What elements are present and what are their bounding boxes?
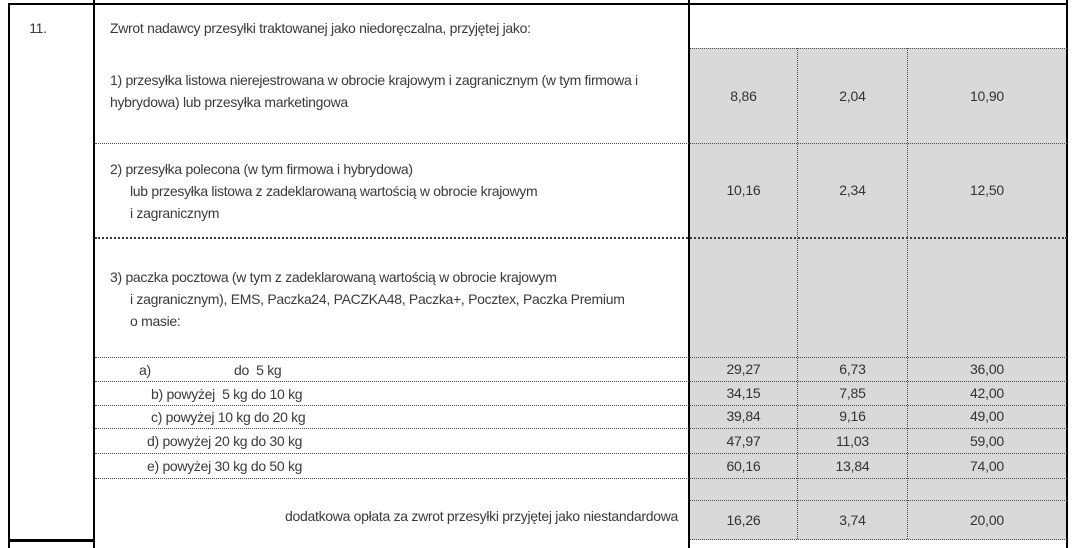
number-column-border [93, 3, 95, 548]
price-cell: 10,90 [969, 88, 1005, 104]
item-1-description [110, 69, 688, 113]
item-3-line: o masie: [130, 313, 181, 329]
weight-row-b-label: b) powyżej 5 kg do 10 kg [151, 386, 303, 402]
price-cell: 42,00 [969, 385, 1005, 401]
price-cell: 20,00 [969, 512, 1005, 528]
intro-text: Zwrot nadawcy przesyłki traktowanej jako niedoręczalna, przyjętej jako: [110, 20, 531, 36]
price-cell: 10,16 [726, 182, 761, 198]
grid-line [690, 500, 1067, 501]
price-cell: 36,00 [969, 361, 1005, 377]
price-cell: 34,15 [726, 385, 761, 401]
item-2-line: lub przesyłka listowa z zadeklarowaną wartością w obrocie krajowym [130, 183, 538, 199]
item-3-line: i zagranicznym), EMS, Paczka24, PACZKA48, Paczka+, Pocztex, Paczka Premium [130, 291, 625, 307]
item-1-line: 1) przesyłka listowa nierejestrowana w obrocie krajowym i zagranicznym (w tym firmowa i [110, 72, 638, 88]
grid-line [95, 237, 1067, 239]
grid-line [690, 539, 1067, 540]
price-cell: 6,73 [839, 361, 866, 377]
item-2-line: 2) przesyłka polecona (w tym firmowa i hybrydowa) [110, 161, 413, 177]
price-cell: 3,74 [839, 512, 866, 528]
price-cell: 2,04 [839, 88, 866, 104]
grid-line [95, 453, 1067, 454]
price-cell: 60,16 [726, 458, 761, 474]
item-3-description [110, 266, 688, 332]
price-cell: 16,26 [726, 512, 761, 528]
number-cell-bottom-border [8, 539, 95, 542]
price-cell: 47,97 [726, 433, 761, 449]
row-number: 11. [29, 20, 47, 36]
price-cell: 9,16 [839, 408, 866, 424]
price-cell: 29,27 [726, 361, 761, 377]
grid-line [690, 48, 1067, 49]
price-cell: 7,85 [839, 385, 866, 401]
grid-line [95, 478, 1067, 479]
grid-line [95, 143, 1067, 144]
weight-row-a-prefix: a) [139, 362, 151, 378]
weight-row-e-label: e) powyżej 30 kg do 50 kg [147, 458, 303, 474]
price-cell: 74,00 [969, 458, 1005, 474]
item-2-description [110, 158, 688, 224]
table-top-border [8, 3, 1068, 5]
table-left-border [8, 3, 10, 548]
grid-line [95, 428, 1067, 429]
price-cell: 8,86 [730, 88, 757, 104]
table-right-border [1066, 3, 1068, 548]
weight-row-c-label: c) powyżej 10 kg do 20 kg [151, 409, 306, 425]
price-cell: 39,84 [726, 408, 761, 424]
item-1-line: hybrydowa) lub przesyłka marketingowa [110, 94, 348, 110]
price-cell: 11,03 [836, 433, 869, 449]
surcharge-label: dodatkowa opłata za zwrot przesyłki przyjętej jako niestandardowa [285, 508, 678, 524]
weight-row-a-range: do 5 kg [234, 362, 282, 378]
price-cell: 49,00 [969, 408, 1005, 424]
price-cell: 2,34 [839, 182, 866, 198]
item-2-line: i zagranicznym [130, 205, 220, 221]
weight-row-d-label: d) powyżej 20 kg do 30 kg [147, 433, 303, 449]
price-cell: 12,50 [969, 182, 1005, 198]
price-cell: 59,00 [969, 433, 1005, 449]
item-3-line: 3) paczka pocztowa (w tym z zadeklarowaną wartością w obrocie krajowym [110, 269, 557, 285]
price-cell: 13,84 [835, 458, 870, 474]
